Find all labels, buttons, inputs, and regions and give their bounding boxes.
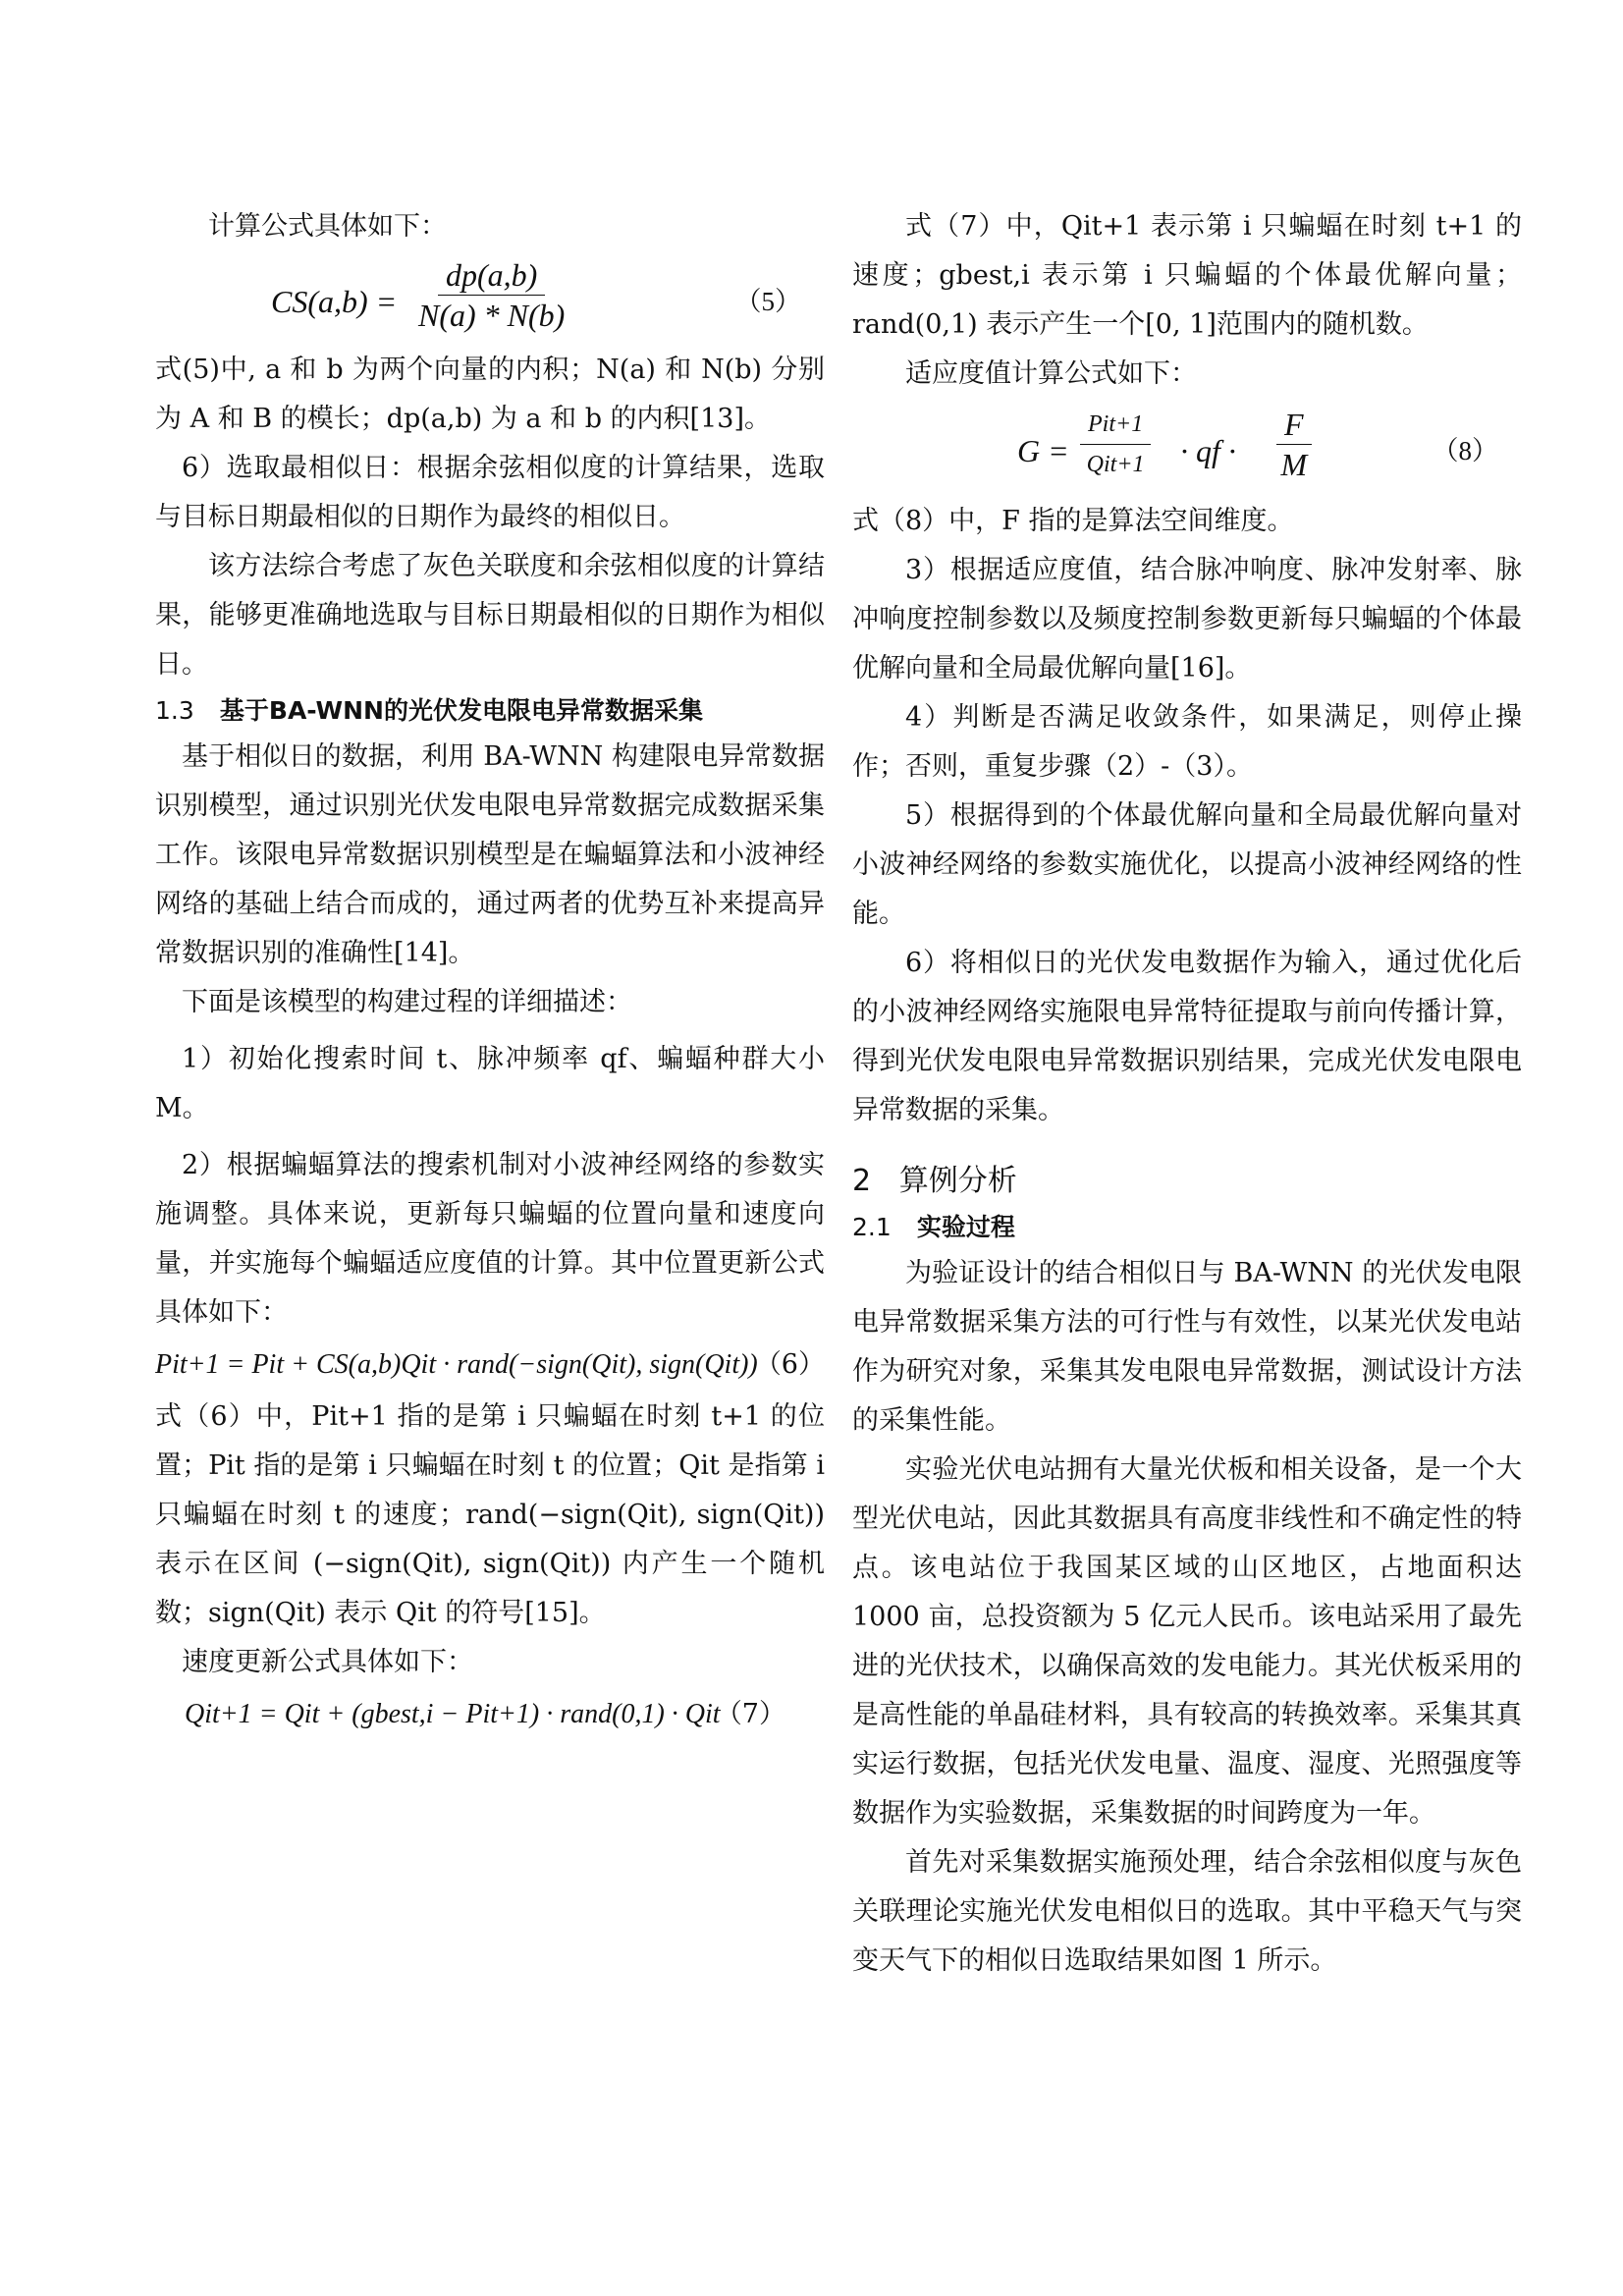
equation-number: （6） [754,1349,825,1380]
paragraph: 该方法综合考虑了灰色关联度和余弦相似度的计算结果，能够更准确地选取与目标日期最相似的日期作为相似日。 [155,551,825,680]
paragraph: 计算公式具体如下： [208,211,447,242]
paragraph: 2）根据蝙蝠算法的搜索机制对小波神经网络的参数实施调整。具体来说，更新每只蝙蝠的位置向量和速度向量，并实施每个蝙蝠适应度值的计算。其中位置更新公式具体如下： [155,1150,825,1328]
paragraph: 适应度值计算公式如下： [905,358,1197,389]
equation-fraction [1080,405,1151,484]
fraction-denominator: Qit+1 [1086,452,1145,477]
equation-lhs: G = [1017,433,1069,468]
equation-number: （7） [715,1699,785,1729]
paragraph: 4）判断是否满足收敛条件，如果满足，则停止操作；否则，重复步骤（2）-（3）。 [852,702,1522,782]
section-number: 2.1 [852,1213,892,1241]
equation-fraction [418,255,565,335]
section-heading-1-3 [155,689,825,733]
section-number: 1.3 [155,696,194,725]
equation-middle: · qf · [1180,433,1236,468]
right-column [852,202,1522,1986]
equation-7 [155,1687,825,1742]
paragraph: 下面是该模型的构建过程的详细描述： [182,987,632,1017]
section-number: 2 [852,1164,872,1198]
paragraph: 首先对采集数据实施预处理，结合余弦相似度与灰色关联理论实施光伏发电相似日的选取。其中平稳天气与突变天气下的相似日选取结果如图 1 所示。 [852,1847,1522,1976]
equation-5 [155,251,825,346]
equation-body: Qit+1 = Qit + (gbest,i − Pit+1) · rand(0,1) · Qit [185,1699,721,1729]
equation-6 [155,1338,825,1393]
fraction-numerator: dp(a,b) [438,255,545,296]
paragraph: 基于相似日的数据，利用 BA-WNN 构建限电异常数据识别模型，通过识别光伏发电限电异常数据完成数据采集工作。该限电异常数据识别模型是在蝙蝠算法和小波神经网络的基础上结合而成的，通过两者的优势互补来提高异常数据识别的准确性[14]。 [155,741,825,968]
paragraph: 3）根据适应度值，结合脉冲响度、脉冲发射率、脉冲响度控制参数以及频度控制参数更新每只蝙蝠的个体最优解向量和全局最优解向量[16]。 [852,555,1522,683]
section-title: 基于BA-WNN的光伏发电限电异常数据采集 [219,696,703,725]
equation-number: （5） [734,287,801,316]
paragraph: 速度更新公式具体如下： [182,1647,473,1677]
section-heading-2 [852,1157,1522,1206]
equation-lhs: CS(a,b) = [271,284,398,319]
paragraph: 5）根据得到的个体最优解向量和全局最优解向量对小波神经网络的参数实施优化，以提高小波神经网络的性能。 [852,800,1522,929]
paragraph: 实验光伏电站拥有大量光伏板和相关设备，是一个大型光伏电站，因此其数据具有高度非线性和不确定性的特点。该电站位于我国某区域的山区地区，占地面积达 1000 亩，总投资额为 5 亿元人民币。该电站采用了最先进的光伏技术，以确保高效的发电能力。其光伏板采用的是高性能的单晶硅材料，具有较高的转换效率。采集其真实运行数据，包括光伏发电量、温度、湿度、光照强度等数据作为实验数据，采集数据的时间跨度为一年。 [852,1454,1522,1829]
paragraph: 为验证设计的结合相似日与 BA-WNN 的光伏发电限电异常数据采集方法的可行性与有效性，以某光伏发电站作为研究对象，采集其发电限电异常数据，测试设计方法的采集性能。 [852,1258,1522,1436]
paragraph: 式（6）中，Pit+1 指的是第 i 只蝙蝠在时刻 t+1 的位置；Pit 指的是第 i 只蝙蝠在时刻 t 的位置；Qit 是指第 i 只蝙蝠在时刻 t 的速度；rand(−sign(Qit), sign(Qit)) 表示在区间 (−sign(Qit), sign(Qit)) 内产生一个随机数；sign(Qit) 表示 Qit 的符号[15]。 [155,1401,825,1628]
fraction-denominator: M [1280,447,1308,482]
fraction-numerator: Pit+1 [1080,405,1151,445]
equation-number: （8） [1432,436,1498,465]
section-heading-2-1 [852,1206,1522,1249]
equation-fraction [1276,405,1312,484]
paragraph: 式（8）中，F 指的是算法空间维度。 [852,506,1294,536]
paragraph: 1）初始化搜索时间 t、脉冲频率 qf、蝙蝠种群大小 M。 [155,1044,825,1123]
equation-body: Pit+1 = Pit + CS(a,b)Qit · rand(−sign(Qit), sign(Qit)) [155,1349,758,1380]
fraction-numerator: F [1276,405,1312,445]
paragraph: 6）将相似日的光伏发电数据作为输入，通过优化后的小波神经网络实施限电异常特征提取与前向传播计算，得到光伏发电限电异常数据识别结果，完成光伏发电限电异常数据的采集。 [852,948,1522,1125]
equation-8 [852,399,1522,497]
paragraph: 式（7）中，Qit+1 表示第 i 只蝙蝠在时刻 t+1 的速度；gbest,i 表示第 i 只蝙蝠的个体最优解向量；rand(0,1) 表示产生一个[0, 1]范围内的随机数。 [852,211,1522,340]
section-title: 实验过程 [916,1213,1015,1241]
fraction-denominator: N(a) * N(b) [418,298,566,333]
left-column [155,202,825,1742]
paragraph: 式(5)中, a 和 b 为两个向量的内积；N(a) 和 N(b) 分别为 A 和 B 的模长；dp(a,b) 为 a 和 b 的内积[13]。 [155,355,825,434]
paragraph: 6）选取最相似日：根据余弦相似度的计算结果，选取与目标日期最相似的日期作为最终的相似日。 [155,453,825,532]
section-title: 算例分析 [898,1164,1017,1198]
